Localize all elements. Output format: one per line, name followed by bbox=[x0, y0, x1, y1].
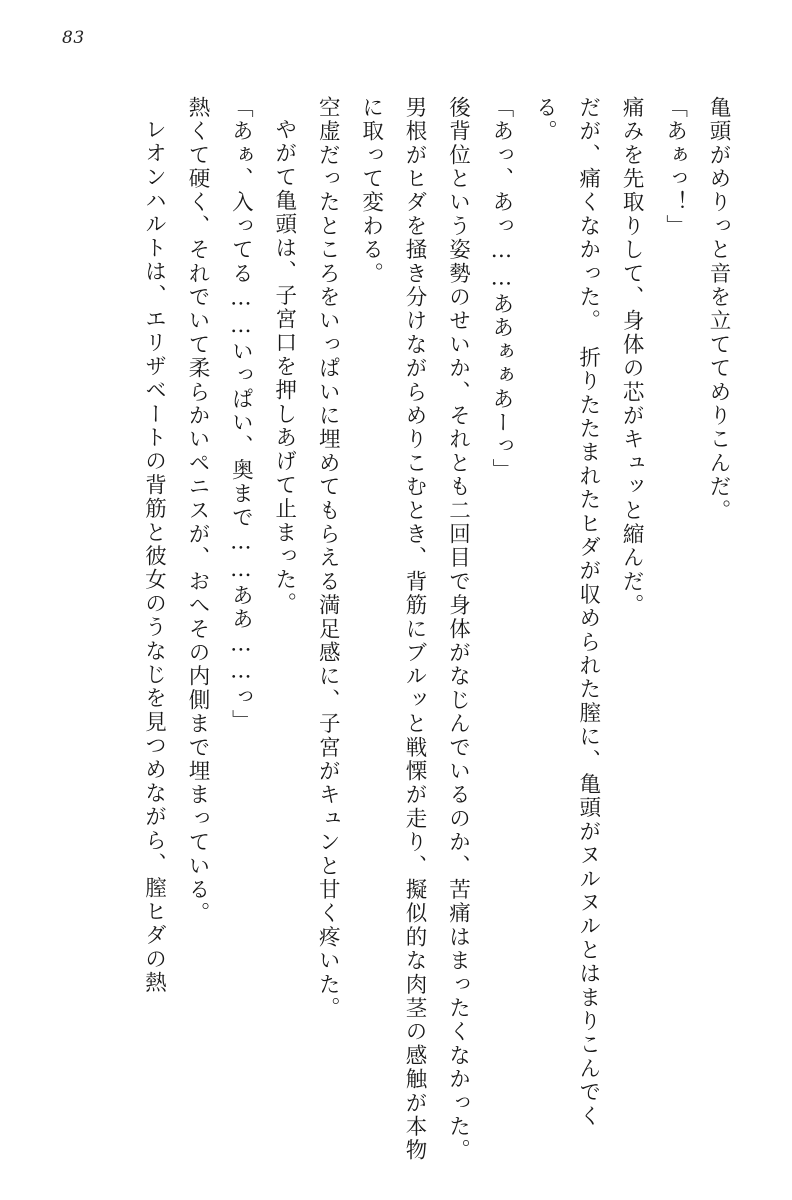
page-body-text bbox=[36, 96, 740, 1164]
paragraph: 後背位という姿勢のせいか、それとも二回目で身体がなじんでいるのか、苦痛はまったくなかった。 bbox=[445, 96, 471, 1163]
paragraph: 痛みを先取りして、身体の芯がキュッと縮んだ。 bbox=[619, 96, 645, 618]
page-number: 83 bbox=[62, 28, 85, 48]
paragraph: 空虚だったところをいっぱいに埋めてもらえる満足感に、子宮がキュンと甘く疼いた。 bbox=[315, 96, 341, 1021]
paragraph: だが、痛くなかった。 折りたたまれたヒダが収められた膣に、亀頭がヌルヌルとはまりこんでくる。 bbox=[532, 96, 601, 1129]
paragraph: 「あっ、あっ……ああぁぁあーっ」 bbox=[488, 96, 514, 483]
paragraph: 男根がヒダを掻き分けながらめりこむとき、背筋にブルッと戦慄が走り、擬似的な肉茎の感触が本物に取って変わる。 bbox=[358, 96, 428, 1163]
paragraph: やがて亀頭は、子宮口を押しあげて止まった。 bbox=[271, 117, 297, 616]
paragraph: 「あぁっ！」 bbox=[662, 96, 688, 239]
paragraph: レオンハルトは、エリザベートの背筋と彼女のうなじを見つめながら、膣ヒダの熱 bbox=[141, 117, 167, 995]
paragraph: 「あぁ、入ってる……いっぱい、奥まで……ああ……っ」 bbox=[228, 96, 254, 734]
paragraph: 亀頭がめりっと音を立ててめりこんだ。 bbox=[706, 96, 731, 523]
paragraph: 熱くて硬く、それでいて柔らかいペニスが、おへその内側まで埋まっている。 bbox=[184, 96, 210, 926]
